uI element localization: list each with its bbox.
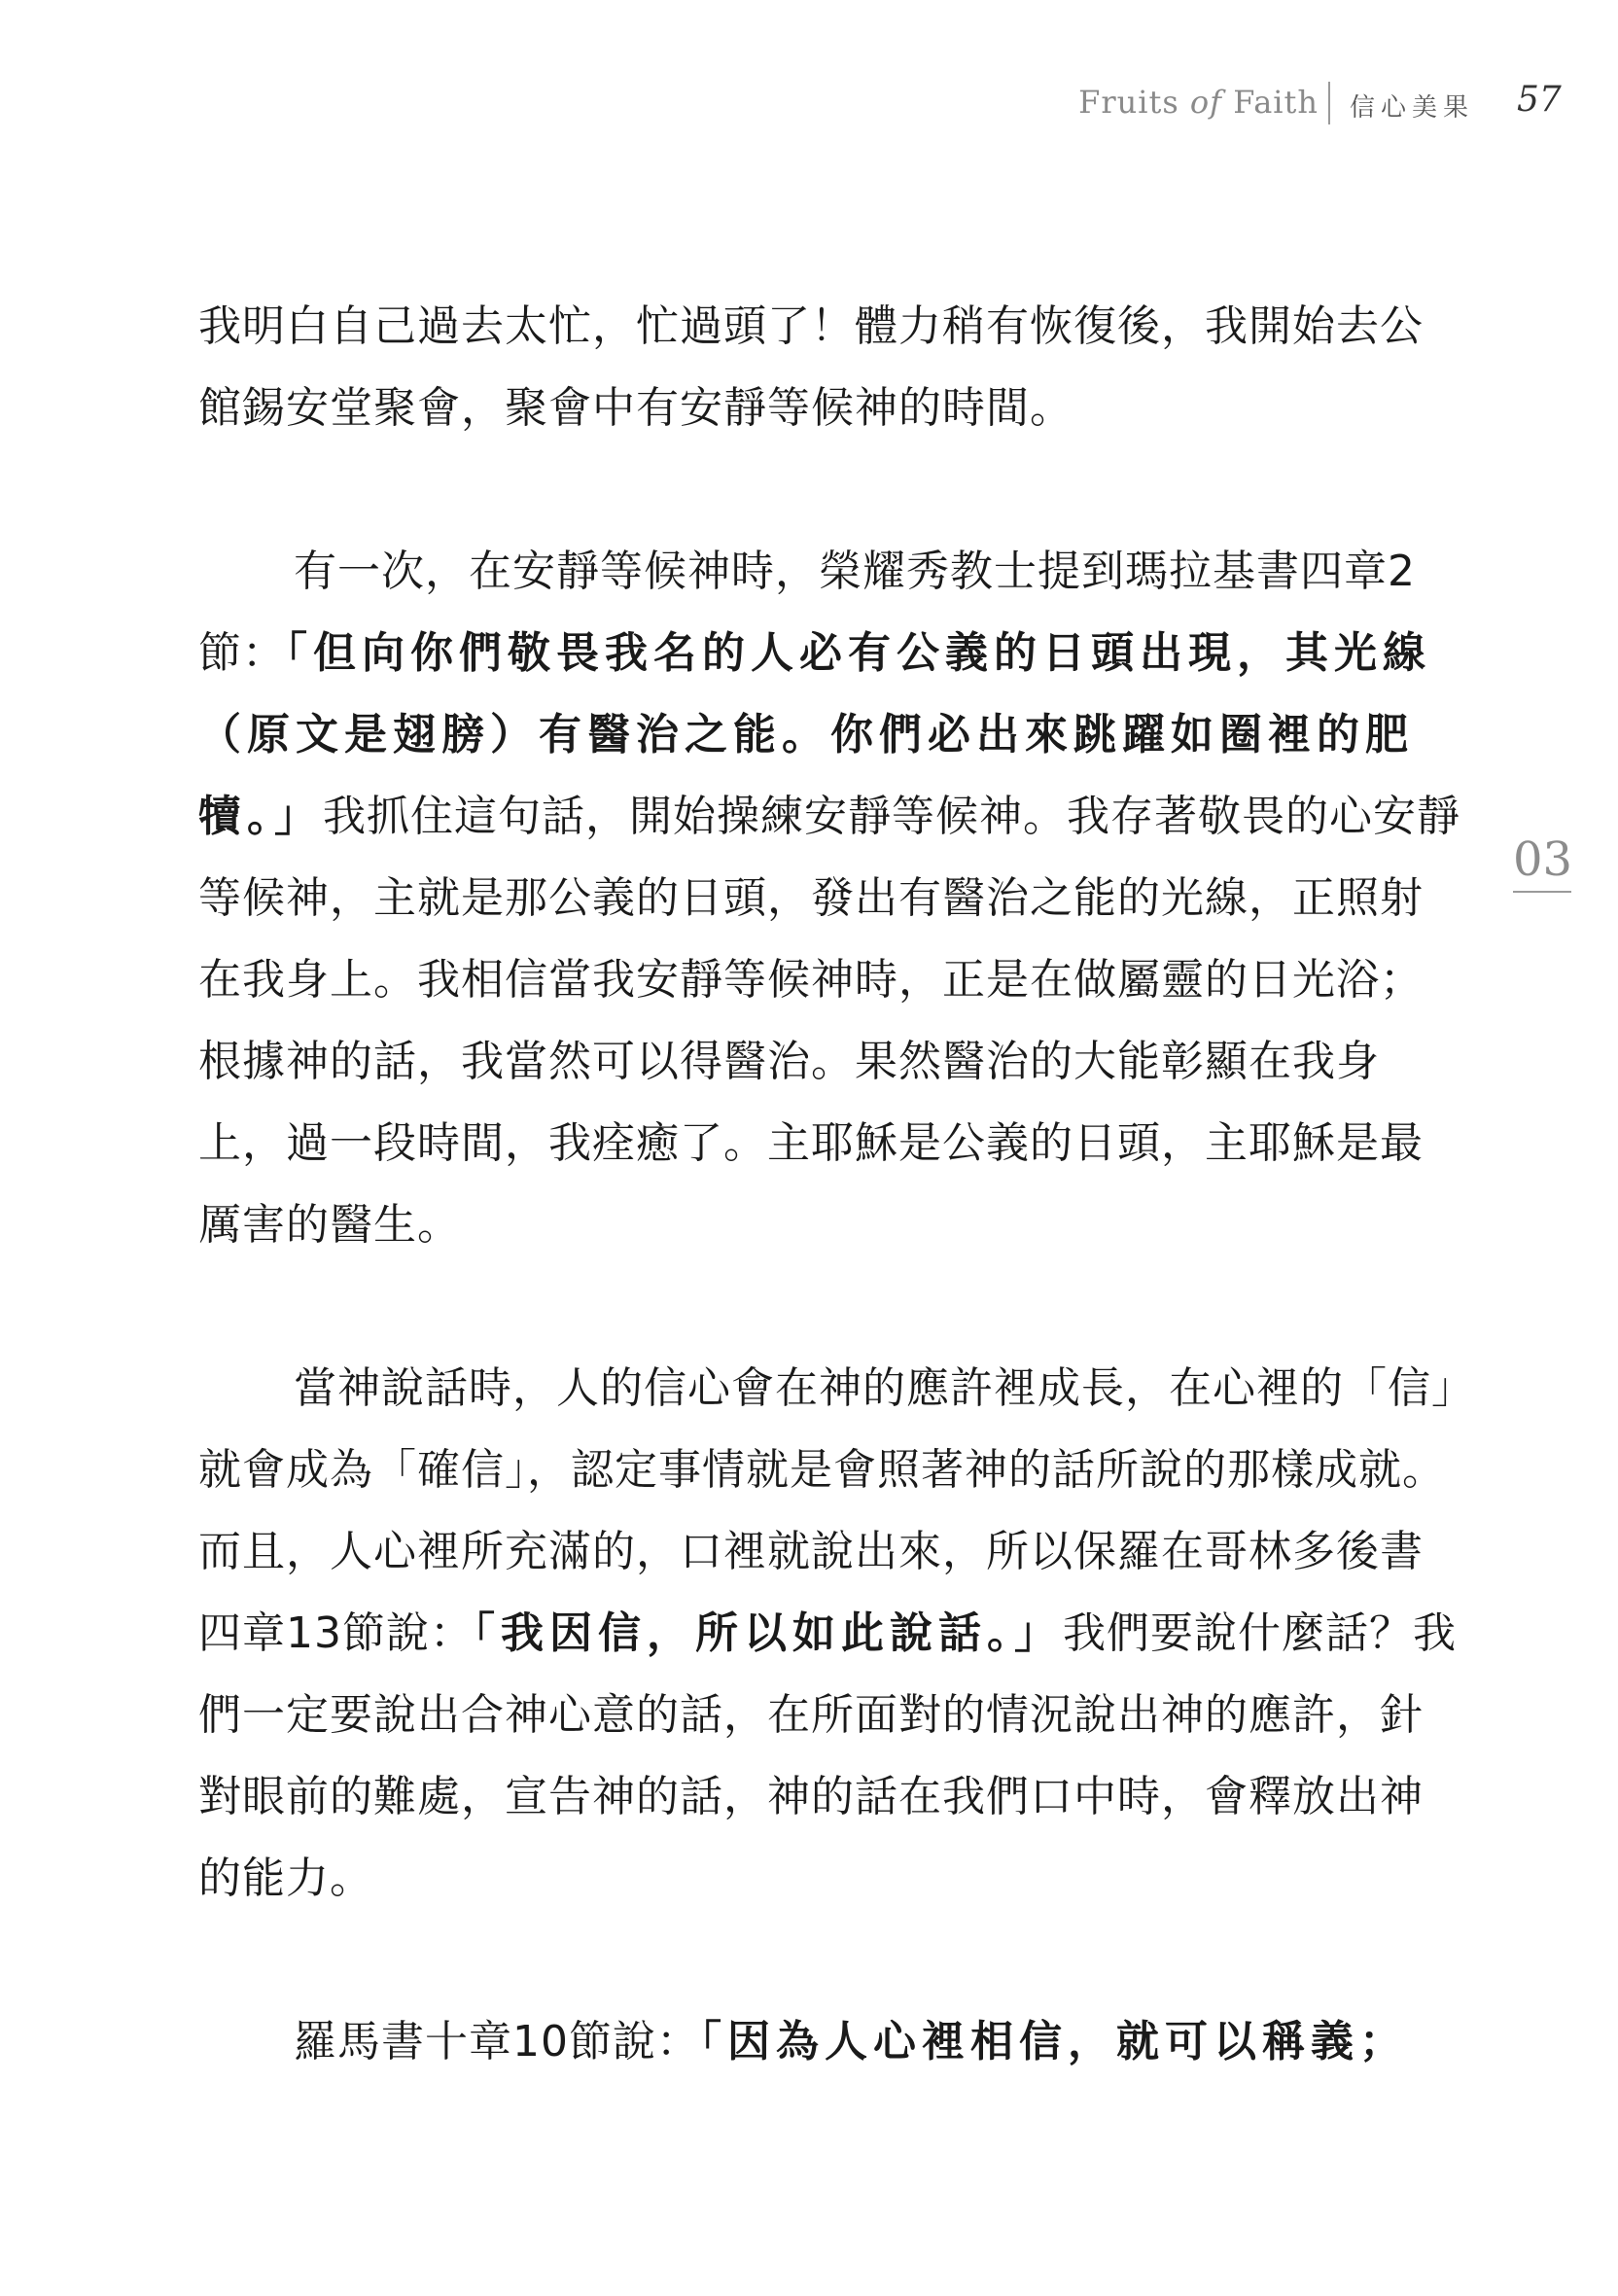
paragraph-4-verse: 「因為人心裡相信，就可以稱義； (700, 2017, 1408, 2066)
book-title-english (1078, 84, 1319, 121)
paragraph-1-text: 我明白自己過去太忙，忙過頭了！體力稍有恢復後，我開始去公館錫安堂聚會，聚會中有安靜等候神的時間。 (198, 301, 1424, 433)
paragraph-3-verse: 「我因信，所以如此說話。」 (474, 1608, 1063, 1658)
chapter-tab: 03 (1513, 832, 1571, 893)
paragraph-3 (198, 1348, 1462, 1920)
paragraph-2-rest: 我抓住這句話，開始操練安靜等候神。我存著敬畏的心安靜等候神，主就是那公義的日頭，發出有醫治之能的光線，正照射在我身上。我相信當我安靜等候神時，正是在做屬靈的日光浴；根據神的話，我當然可以得醫治。果然醫治的大能彰顯在我身上，過一段時間，我痊癒了。主耶穌是公義的日頭，主耶穌是最厲害的醫生。 (198, 792, 1460, 1250)
paragraph-2 (198, 531, 1462, 1266)
book-title-of: of (1189, 84, 1223, 121)
paragraph-2-intro: 有一次，在安靜等候神時，榮耀秀教士提到瑪拉基書四章2節： (198, 547, 1416, 678)
paragraph-3-rest: 我們要說什麼話？我們一定要說出合神心意的話，在所面對的情況說出神的應許，針對眼前的難處，宣告神的話，神的話在我們口中時，會釋放出神的能力。 (198, 1608, 1457, 1903)
paragraph-4-intro: 羅馬書十章10節說： (294, 2017, 700, 2066)
book-title-chinese: 信心美果 (1350, 93, 1475, 123)
book-title-part2: Faith (1222, 84, 1319, 121)
header-divider (1328, 82, 1330, 124)
paragraph-2-verse: 「但向你們敬畏我名的人必有公義的日頭出現，其光線（原文是翅膀）有醫治之能。你們必出來跳躍如圈裡的肥犢。」 (198, 628, 1431, 841)
paragraph-3-intro: 當神說話時，人的信心會在神的應許裡成長，在心裡的「信」就會成為「確信」，認定事情就是會照著神的話所說的那樣成就。而且，人心裡所充滿的，口裡就說出來，所以保羅在哥林多後書四章13節說： (198, 1363, 1454, 1658)
body-text (198, 286, 1462, 2083)
paragraph-4 (198, 2001, 1462, 2083)
paragraph-1 (198, 286, 1462, 449)
page-number: 57 (1517, 80, 1562, 120)
book-title-part1: Fruits (1078, 84, 1190, 121)
running-header (0, 76, 1618, 134)
